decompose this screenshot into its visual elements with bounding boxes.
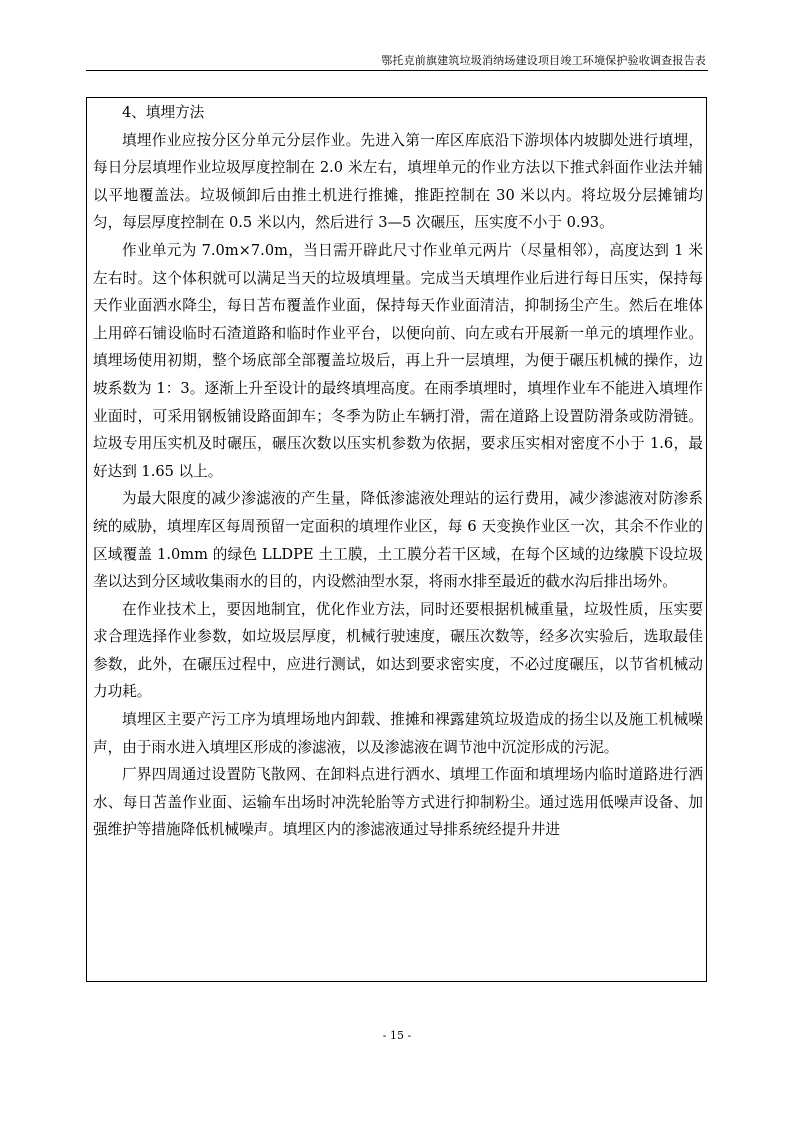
paragraph-pollution-sources: 填埋区主要产污工序为填埋场地内卸载、推摊和裸露建筑垃圾造成的扬尘以及施工机械噪声，由于雨水进入填埋区形成的渗滤液，以及渗滤液在调节池中沉淀形成的污泥。 [93, 711, 703, 756]
report-header-title: 鄂托克前旗建筑垃圾消纳场建设项目竣工环境保护验收调查报告表 [381, 54, 706, 67]
section-body [93, 99, 703, 844]
section-heading: 4、填埋方法 [122, 104, 205, 121]
paragraph-leachate-reduction: 为最大限度的减少渗滤液的产生量，降低渗滤液处理站的运行费用，减少渗滤液对防渗系统的威胁，填埋库区每周预留一定面积的填埋作业区，每 6 天变换作业区一次，其余不作业的区域覆盖 1.0mm 的绿色 LLDPE 土工膜，土工膜分若干区域，在每个区域的边缘膜下设垃圾垄以达到分区域收集雨水的目的，内设燃油型水泵，将雨水排至最近的截水沟后排出场外。 [93, 490, 703, 591]
paragraph-dust-noise-control: 厂界四周通过设置防飞散网、在卸料点进行洒水、填埋工作面和填埋场内临时道路进行洒水、每日苫盖作业面、运输车出场时冲洗轮胎等方式进行抑制粉尘。通过选用低噪声设备、加强维护等措施降低机械噪声。填埋区内的渗滤液通过导排系统经提升井进 [93, 766, 703, 839]
page-number: - 15 - [382, 1029, 412, 1042]
paragraph-work-unit: 作业单元为 7.0m×7.0m，当日需开辟此尺寸作业单元两片（尽量相邻），高度达到 1 米左右时。这个体积就可以满足当天的垃圾填埋量。完成当天填埋作业后进行每日压实，保持每天作业面洒水降尘，每日苫布覆盖作业面，保持每天作业面清洁，抑制扬尘产生。然后在堆体上用碎石铺设临时石渣道路和临时作业平台，以便向前、向左或右开展新一单元的填埋作业。填埋场使用初期，整个场底部全部覆盖垃圾后，再上升一层填埋，为便于碾压机械的操作，边坡系数为 1：3。逐渐上升至设计的最终填埋高度。在雨季填埋时，填埋作业车不能进入填埋作业面时，可采用钢板铺设路面卸车；冬季为防止车辆打滑，需在道路上设置防滑条或防滑链。垃圾专用压实机及时碾压，碾压次数以压实机参数为依据，要求压实相对密度不小于 1.6，最好达到 1.65 以上。 [93, 241, 703, 480]
paragraph-operation-method: 填埋作业应按分区分单元分层作业。先进入第一库区库底沿下游坝体内坡脚处进行填埋，每日分层填埋作业垃圾厚度控制在 2.0 米左右，填埋单元的作业方法以下推式斜面作业法并辅以平地覆盖法。垃圾倾卸后由推土机进行推摊，推距控制在 30 米以内。将垃圾分层摊铺均匀，每层厚度控制在 0.5 米以内，然后进行 3—5 次碾压，压实度不小于 0.93。 [93, 131, 703, 232]
header-divider [86, 70, 708, 71]
paragraph-work-technique: 在作业技术上，要因地制宜，优化作业方法，同时还要根据机械重量，垃圾性质，压实要求合理选择作业参数，如垃圾层厚度，机械行驶速度，碾压次数等，经多次实验后，选取最佳参数，此外，在碾压过程中，应进行测试，如达到要求密实度，不必过度碾压，以节省机械动力功耗。 [93, 600, 703, 701]
